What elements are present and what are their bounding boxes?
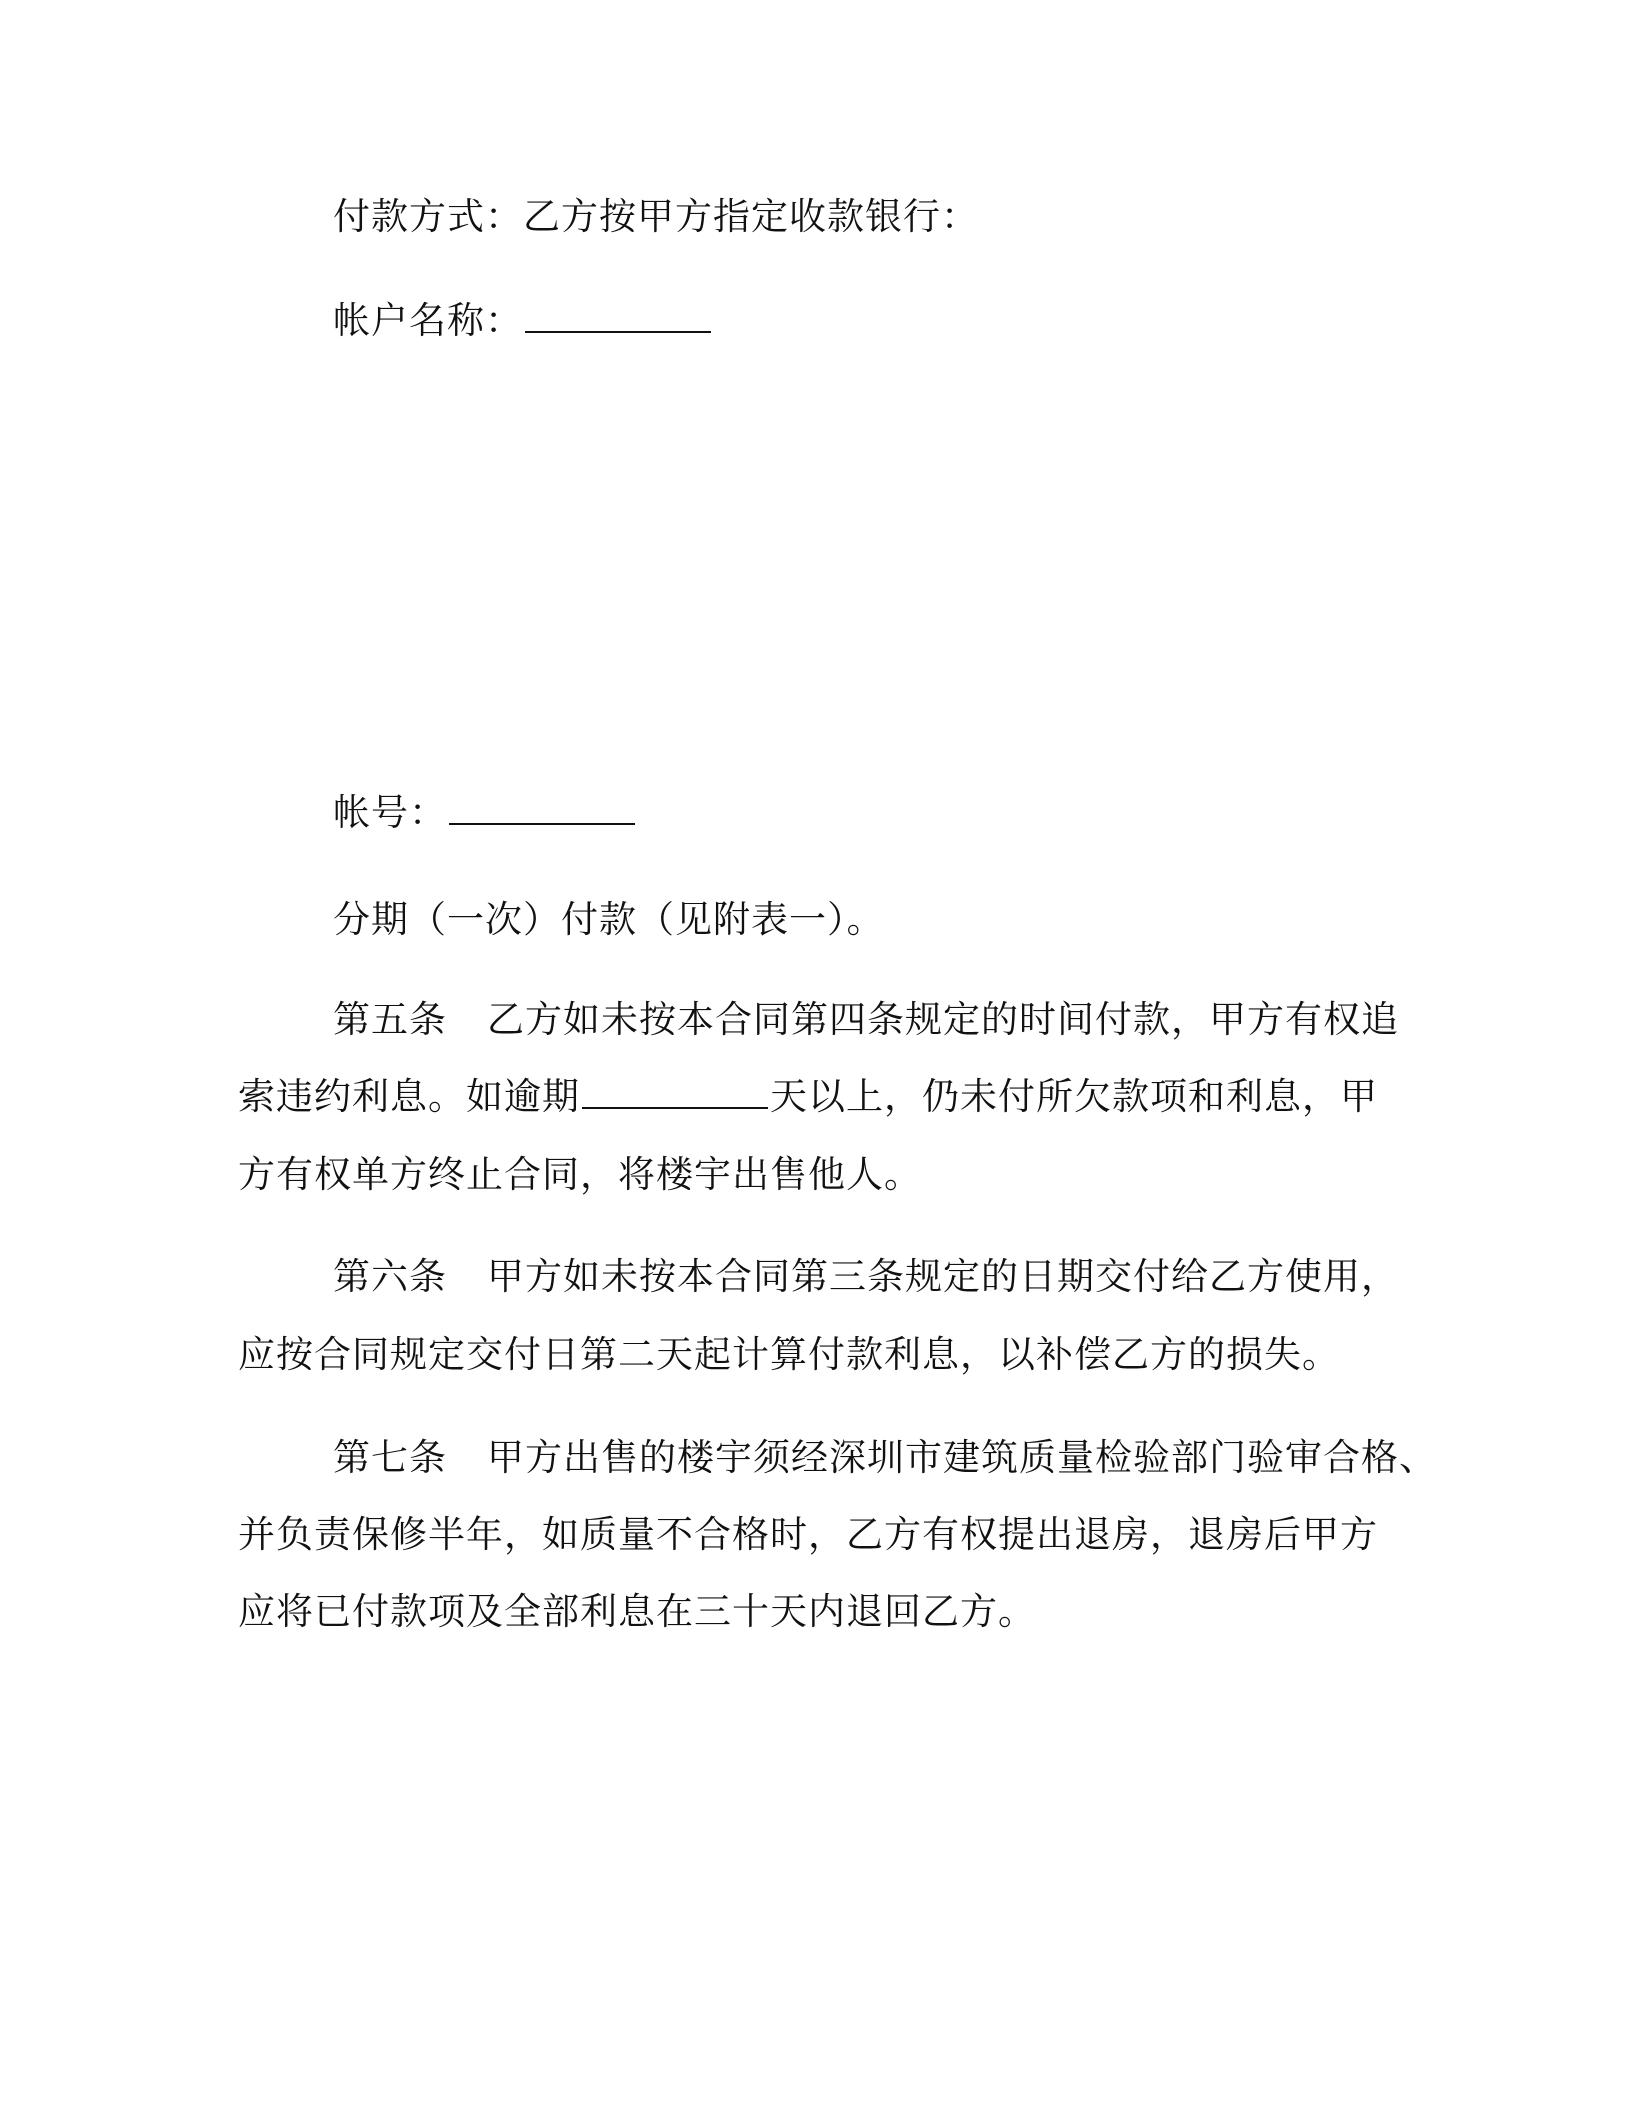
account-name-label: 帐户名称： [333, 299, 523, 342]
article5-text2a: 索违约利息。如逾期 [238, 1075, 580, 1118]
account-number-label: 帐号： [333, 791, 447, 834]
article6-text1: 甲方如未按本合同第三条规定的日期交付给乙方使用， [487, 1255, 1399, 1298]
account-number-blank [449, 793, 635, 825]
article6-heading: 第六条 [333, 1255, 447, 1298]
article6-line2: 应按合同规定交付日第二天起计算付款利息，以补偿乙方的损失。 [238, 1333, 1340, 1376]
article5-line2 [238, 1072, 1378, 1122]
account-number-line [333, 788, 637, 838]
article5-text2b: 天以上，仍未付所欠款项和利息，甲 [770, 1075, 1378, 1118]
payment-method-line: 付款方式：乙方按甲方指定收款银行： [333, 195, 979, 238]
article7-line3: 应将已付款项及全部利息在三十天内退回乙方。 [238, 1590, 1036, 1633]
article5-text1: 乙方如未按本合同第四条规定的时间付款，甲方有权追 [487, 998, 1399, 1041]
article5-line1 [333, 995, 1399, 1045]
installment-line: 分期（一次）付款（见附表一）。 [333, 898, 885, 941]
overdue-days-blank [582, 1077, 768, 1109]
account-name-line [333, 296, 713, 346]
article5-heading: 第五条 [333, 998, 447, 1041]
article7-heading: 第七条 [333, 1436, 447, 1479]
article7-line2: 并负责保修半年，如质量不合格时，乙方有权提出退房，退房后甲方 [238, 1513, 1378, 1556]
article7-line1 [333, 1433, 1437, 1483]
account-name-blank [525, 301, 711, 333]
article5-line3: 方有权单方终止合同，将楼宇出售他人。 [238, 1153, 922, 1196]
article6-line1 [333, 1252, 1399, 1302]
article7-text1: 甲方出售的楼宇须经深圳市建筑质量检验部门验审合格、 [487, 1436, 1437, 1479]
